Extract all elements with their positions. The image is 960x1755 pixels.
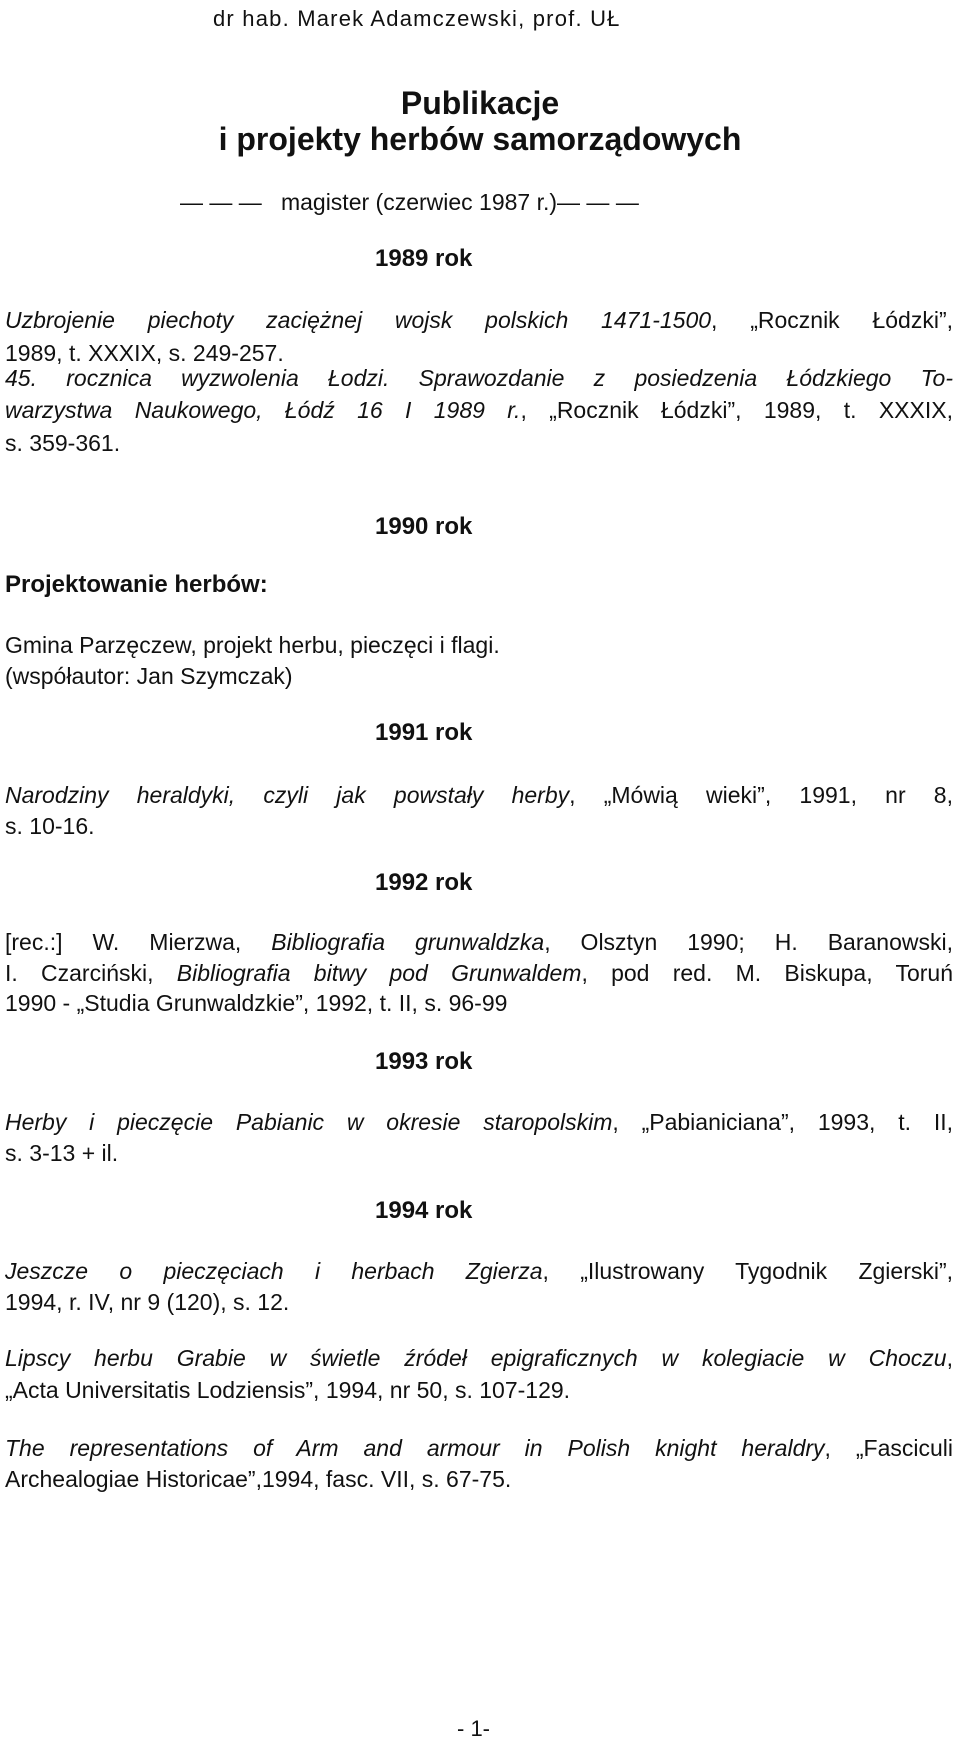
entry-1990-1-line-1: Gmina Parzęczew, projekt herbu, pieczęci i flagi. <box>5 632 500 658</box>
subheading-projects: Projektowanie herbów: <box>5 571 268 598</box>
entry-1992-1-line-3: 1990 - „Studia Grunwaldzkie”, 1992, t. II, s. 96-99 <box>5 990 508 1016</box>
entry-1992-1-line-1: [rec.:] W. Mierzwa, Bibliografia grunwaldzka, Olsztyn 1990; H. Baranowski, <box>5 929 953 955</box>
entry-1994-3-line-2: Archealogiae Historicae”,1994, fasc. VII, s. 67-75. <box>5 1466 512 1492</box>
page-title-line-2: i projekty herbów samorządowych <box>218 121 742 157</box>
entry-1994-2-line-1: Lipscy herbu Grabie w świetle źródeł epigraficznych w kolegiacie w Choczu, <box>5 1345 953 1371</box>
entry-1994-2-line-2: „Acta Universitatis Lodziensis”, 1994, nr 50, s. 107-129. <box>5 1377 571 1403</box>
entry-1994-3-line-1: The representations of Arm and armour in Polish knight heraldry, „Fasciculi <box>5 1435 953 1461</box>
year-heading-1991: 1991 rok <box>375 719 473 746</box>
year-heading-1992: 1992 rok <box>375 869 473 896</box>
entry-1994-1-line-1: Jeszcze o pieczęciach i herbach Zgierza, „Ilustrowany Tygodnik Zgierski”, <box>5 1258 954 1284</box>
degree-divider <box>180 186 639 218</box>
author-header: dr hab. Marek Adamczewski, prof. UŁ <box>213 6 621 31</box>
entry-1994-1-line-2: 1994, r. IV, nr 9 (120), s. 12. <box>5 1289 290 1315</box>
year-heading-1993: 1993 rok <box>375 1048 473 1075</box>
dash-left: — — — <box>180 189 262 215</box>
entry-1989-2-line-2: warzystwa Naukowego, Łódź 16 I 1989 r., „Rocznik Łódzki”, 1989, t. XXXIX, <box>5 397 953 423</box>
year-heading-1990: 1990 rok <box>375 513 473 540</box>
dash-right: — — — <box>557 189 639 215</box>
entry-1993-1-line-1: Herby i pieczęcie Pabianic w okresie staropolskim, „Pabianiciana”, 1993, t. II, <box>5 1109 953 1135</box>
page-title-line-1: Publikacje <box>400 85 560 121</box>
entry-1993-1-line-2: s. 3-13 + il. <box>5 1140 119 1166</box>
entry-1991-1-line-2: s. 10-16. <box>5 813 95 839</box>
year-heading-1989: 1989 rok <box>375 245 473 272</box>
entry-1989-2-line-3: s. 359-361. <box>5 430 121 456</box>
entry-1989-2-line-1: 45. rocznica wyzwolenia Łodzi. Sprawozdanie z posiedzenia Łódzkiego To- <box>5 365 953 391</box>
entry-1989-1-line-1: Uzbrojenie piechoty zaciężnej wojsk polskich 1471-1500, „Rocznik Łódzki”, <box>5 307 954 333</box>
degree-text: magister (czerwiec 1987 r.) <box>280 189 558 215</box>
entry-1992-1-line-2: I. Czarciński, Bibliografia bitwy pod Grunwaldem, pod red. M. Biskupa, Toruń <box>5 960 953 986</box>
year-heading-1994: 1994 rok <box>375 1197 473 1224</box>
entry-1989-1-line-2: 1989, t. XXXIX, s. 249-257. <box>5 340 284 366</box>
entry-1991-1-line-1: Narodziny heraldyki, czyli jak powstały herby, „Mówią wieki”, 1991, nr 8, <box>5 782 953 808</box>
entry-1990-1-line-2: (współautor: Jan Szymczak) <box>5 663 293 689</box>
page-number: - 1- <box>457 1716 490 1741</box>
